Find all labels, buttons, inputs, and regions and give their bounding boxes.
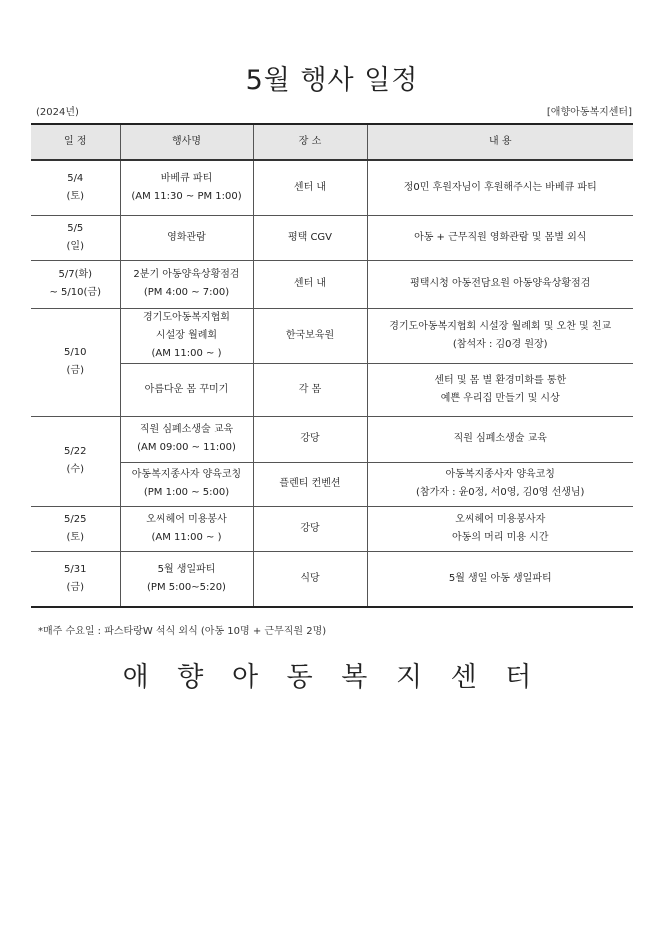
- event-cell: [120, 308, 253, 363]
- content-cell: [367, 215, 633, 260]
- date-text: 5/5: [67, 222, 84, 234]
- event-name: 아름다운 몸 꾸미기: [144, 383, 229, 395]
- date-text: 5/25: [64, 513, 87, 525]
- table-row: [31, 160, 633, 215]
- date-cell: [31, 308, 120, 416]
- header-date: 일 정: [31, 124, 120, 160]
- event-time: (AM 11:00 ~ ): [151, 531, 222, 543]
- place-cell: 플렌티 컨벤션: [253, 462, 367, 506]
- place-cell: 센터 내: [253, 260, 367, 308]
- content-cell: [367, 160, 633, 215]
- day-text: (수): [66, 464, 84, 475]
- event-name: 영화관람: [167, 231, 206, 243]
- event-cell: [120, 260, 253, 308]
- table-row: [31, 260, 633, 308]
- footnote: *매주 수요일 : 파스타랑W 석식 외식 (아동 10명 + 근무직원 2명): [38, 626, 327, 637]
- content-text: 정0민 후원자님이 후원해주시는 바베큐 파티: [403, 181, 597, 193]
- content-text: 5월 생일 아동 생일파티: [448, 572, 552, 584]
- table-header-row: [31, 124, 633, 160]
- day-text: (금): [66, 365, 84, 376]
- table-row: [31, 506, 633, 551]
- event-cell: [120, 215, 253, 260]
- event-name: 아동복지종사자 양육코칭: [131, 469, 242, 480]
- day-text: (토): [66, 190, 84, 202]
- table-row: [31, 462, 633, 506]
- event-time: (AM 09:00 ~ 11:00): [137, 442, 236, 453]
- event-name: 2분기 아동양육상황점검: [133, 269, 240, 280]
- place-cell: 식당: [253, 551, 367, 607]
- date-text: 5/4: [67, 172, 84, 184]
- content-cell: [367, 363, 633, 416]
- content-text: 아동 + 근무직원 영화관람 및 몸별 외식: [414, 231, 587, 243]
- header-content: 내 용: [367, 124, 633, 160]
- date-cell: [31, 506, 120, 551]
- date-text: 5/10: [64, 347, 87, 358]
- schedule-table: [31, 123, 633, 608]
- place-cell: 강당: [253, 416, 367, 462]
- content-text: 아동복지종사자 양육코칭: [445, 469, 555, 480]
- day-text: ~ 5/10(금): [49, 287, 101, 298]
- event-name: 5월 생일파티: [157, 563, 216, 575]
- content-cell: [367, 551, 633, 607]
- date-cell: [31, 416, 120, 506]
- place-cell: 센터 내: [253, 160, 367, 215]
- event-name: 직원 심폐소생술 교육: [139, 424, 234, 435]
- date-cell: [31, 260, 120, 308]
- event-cell: [120, 160, 253, 215]
- content-text: 직원 심폐소생술 교육: [453, 433, 547, 444]
- header-event: 행사명: [120, 124, 253, 160]
- date-text: 5/22: [64, 446, 87, 457]
- event-cell: [120, 462, 253, 506]
- date-cell: [31, 551, 120, 607]
- header-place: 장 소: [253, 124, 367, 160]
- day-text: (금): [66, 581, 84, 593]
- event-cell: [120, 506, 253, 551]
- event-time: (PM 5:00~5:20): [147, 581, 226, 593]
- table-row: [31, 363, 633, 416]
- content-text: (참석자 : 김0경 원장): [452, 338, 548, 350]
- event-time: (AM 11:30 ~ PM 1:00): [131, 190, 242, 202]
- date-text: 5/7(화): [58, 269, 93, 280]
- event-name: 시설장 월례회: [155, 329, 218, 341]
- org-label: [애향아동복지센터]: [546, 107, 632, 118]
- event-time: (PM 4:00 ~ 7:00): [143, 287, 230, 298]
- table-row: [31, 551, 633, 607]
- content-cell: [367, 260, 633, 308]
- event-cell: [120, 416, 253, 462]
- event-name: 바베큐 파티: [160, 172, 213, 184]
- date-cell: [31, 160, 120, 215]
- content-cell: [367, 308, 633, 363]
- content-cell: [367, 506, 633, 551]
- year-label: (2024년): [36, 107, 79, 118]
- organization-name: 애 향 아 동 복 지 센 터: [122, 662, 542, 693]
- page-title: 5월 행사 일정: [245, 65, 419, 96]
- content-text: (참가자 : 윤0정, 서0영, 김0영 선생님): [416, 487, 585, 498]
- table-row: [31, 416, 633, 462]
- content-text: 오씨헤어 미용봉사자: [455, 513, 546, 525]
- day-text: (일): [66, 240, 84, 252]
- place-cell: 평택 CGV: [253, 215, 367, 260]
- day-text: (토): [66, 531, 84, 543]
- content-cell: [367, 462, 633, 506]
- event-name: 오씨헤어 미용봉사: [146, 513, 227, 525]
- date-text: 5/31: [64, 563, 87, 575]
- event-name: 경기도아동복지협회: [143, 311, 230, 323]
- date-cell: [31, 215, 120, 260]
- content-text: 평택시청 아동전담요원 아동양육상황점검: [410, 278, 591, 289]
- event-time: (AM 11:00 ~ ): [151, 347, 222, 359]
- content-text: 경기도아동복지협회 시설장 월례회 및 오찬 및 친교: [389, 320, 612, 332]
- event-time: (PM 1:00 ~ 5:00): [143, 487, 230, 498]
- place-cell: 한국보육원: [253, 308, 367, 363]
- event-cell: [120, 551, 253, 607]
- content-text: 아동의 머리 미용 시간: [452, 531, 549, 543]
- content-cell: [367, 416, 633, 462]
- table-row: [31, 215, 633, 260]
- place-cell: 각 몸: [253, 363, 367, 416]
- table-row: [31, 308, 633, 363]
- content-text: 예쁜 우리집 만들기 및 시상: [440, 392, 560, 404]
- place-cell: 강당: [253, 506, 367, 551]
- content-text: 센터 및 몸 별 환경미화를 통한: [434, 374, 567, 386]
- event-cell: [120, 363, 253, 416]
